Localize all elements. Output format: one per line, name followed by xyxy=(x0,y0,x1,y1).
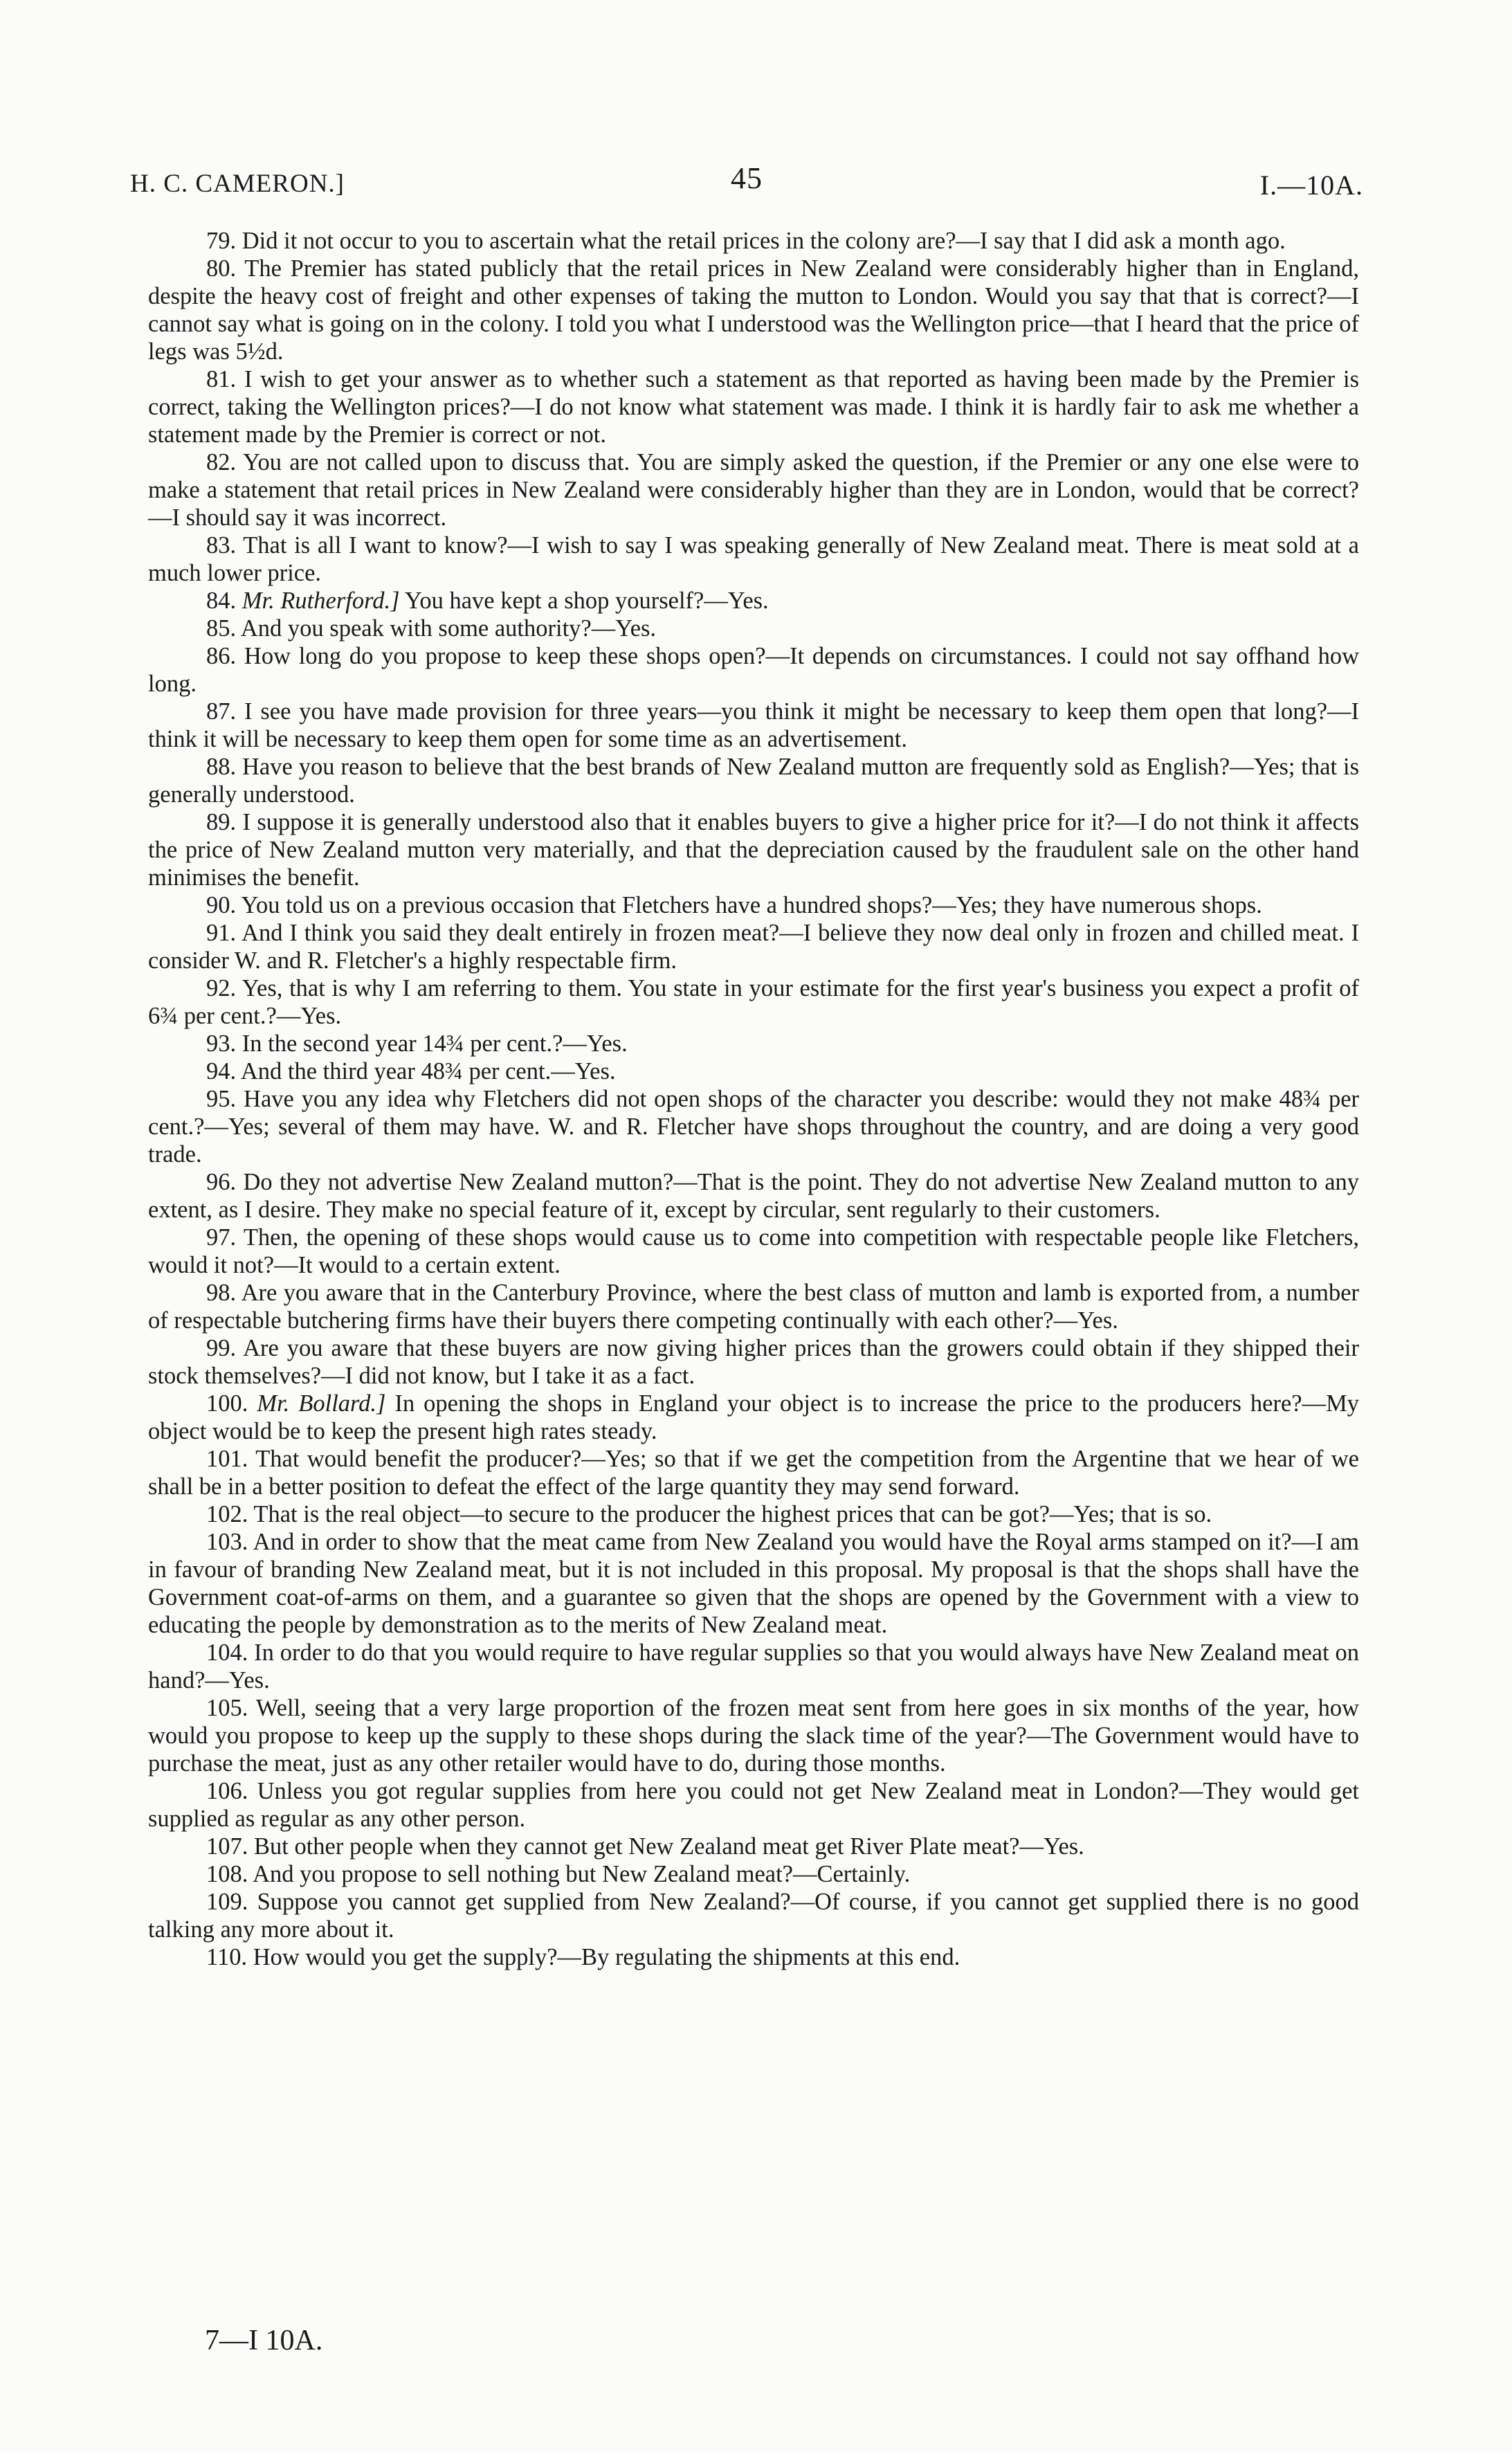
question-number: 80. xyxy=(206,255,237,282)
question-answer-text: And you propose to sell nothing but New Zealand meat?—Certainly. xyxy=(253,1861,911,1887)
question-answer-item xyxy=(148,1085,1359,1168)
question-number: 96. xyxy=(206,1169,237,1195)
question-answer-item xyxy=(148,642,1359,698)
question-number: 108. xyxy=(206,1861,248,1887)
question-answer-text: Then, the opening of these shops would cause us to come into competition with respectable people like Fletchers, would it not?—It would to a certain extent. xyxy=(148,1224,1359,1278)
question-answer-text: But other people when they cannot get New Zealand meat get River Plate meat?—Yes. xyxy=(254,1833,1084,1860)
question-number: 97. xyxy=(206,1224,237,1251)
question-answer-text: In the second year 14¾ per cent.?—Yes. xyxy=(242,1030,628,1057)
question-answer-text: Yes, that is why I am referring to them. You state in your estimate for the first year's business you expect a profit of 6¾ per cent.?—Yes. xyxy=(148,975,1359,1029)
page-number: 45 xyxy=(731,161,763,195)
question-answer-item xyxy=(148,1777,1359,1833)
question-answer-text: And the third year 48¾ per cent.—Yes. xyxy=(240,1058,616,1084)
question-answer-item xyxy=(148,1057,1359,1085)
speaker-name: Mr. Bollard.] xyxy=(257,1390,386,1417)
question-number: 106. xyxy=(206,1778,248,1804)
question-number: 89. xyxy=(206,809,237,835)
question-answer-item xyxy=(148,974,1359,1030)
question-number: 94. xyxy=(206,1058,237,1084)
question-answer-item xyxy=(148,1390,1359,1445)
question-answer-text: Did it not occur to you to ascertain what the retail prices in the colony are?—I say that I did ask a month ago. xyxy=(242,228,1286,254)
question-answer-text: I wish to get your answer as to whether such a statement as that reported as having been made by the Premier is correct, taking the Wellington prices?—I do not know what statement was made. I think it is hardly fair to ask me whether a statement made by the Premier is correct or not. xyxy=(148,366,1360,448)
question-number: 104. xyxy=(206,1640,248,1666)
question-answer-item xyxy=(148,1224,1359,1279)
question-answer-text: How long do you propose to keep these shops open?—It depends on circumstances. I could not say offhand how long. xyxy=(148,643,1360,697)
question-answer-text: Suppose you cannot get supplied from New Zealand?—Of course, if you cannot get supplied there is no good talking any more about it. xyxy=(148,1889,1359,1943)
question-answer-text: You are not called upon to discuss that. You are simply asked the question, if the Premier or any one else were to make a statement that retail prices in New Zealand were considerably higher than they are in London, would that be correct?—I should say it was incorrect. xyxy=(148,449,1359,531)
question-answer-text: That is all I want to know?—I wish to say I was speaking generally of New Zealand meat. There is meat sold at a much lower price. xyxy=(148,532,1359,586)
question-answer-item xyxy=(148,255,1359,365)
question-number: 81. xyxy=(206,366,237,392)
question-answer-text: I suppose it is generally understood also that it enables buyers to give a higher price for it?—I do not think it affects the price of New Zealand mutton very materially, and that the depreciation caused by the fraudulent sale on the other hand minimises the benefit. xyxy=(148,809,1359,891)
question-answer-text: Do they not advertise New Zealand mutton?—That is the point. They do not advertise New Zealand mutton to any extent, as I desire. They make no special feature of it, except by circular, sent regularly to their customers. xyxy=(148,1169,1360,1223)
question-answer-item xyxy=(148,1694,1359,1777)
question-number: 98. xyxy=(206,1280,237,1306)
question-answer-item xyxy=(148,1445,1359,1500)
question-number: 93. xyxy=(206,1030,237,1057)
question-number: 109. xyxy=(206,1889,248,1915)
question-answer-item xyxy=(148,919,1359,974)
question-answer-item xyxy=(148,227,1359,255)
question-number: 82. xyxy=(206,449,237,475)
question-number: 84. xyxy=(206,588,237,614)
question-number: 85. xyxy=(206,615,237,642)
question-number: 90. xyxy=(206,892,237,918)
question-answer-item xyxy=(148,753,1359,808)
question-answer-item xyxy=(148,1334,1359,1390)
question-answer-text: In order to do that you would require to have regular supplies so that you would always have New Zealand meat on hand?—Yes. xyxy=(148,1640,1359,1693)
question-answer-text: I see you have made provision for three years—you think it might be necessary to keep them open that long?—I think it will be necessary to keep them open for some time as an advertisement. xyxy=(148,698,1360,752)
question-number: 87. xyxy=(206,698,237,725)
printer-signature-mark: 7—I 10A. xyxy=(205,2325,323,2356)
question-answer-text: You have kept a shop yourself?—Yes. xyxy=(404,588,769,614)
question-answer-item xyxy=(148,1639,1359,1694)
question-answer-item xyxy=(148,587,1359,615)
question-answer-item xyxy=(148,1860,1359,1888)
paper-reference: I.—10A. xyxy=(1259,170,1363,201)
question-number: 91. xyxy=(206,920,237,946)
question-answer-item xyxy=(148,891,1359,919)
question-number: 83. xyxy=(206,532,237,558)
question-number: 95. xyxy=(206,1086,237,1112)
question-answer-item xyxy=(148,365,1359,448)
question-answer-text: You told us on a previous occasion that Fletchers have a hundred shops?—Yes; they have numerous shops. xyxy=(241,892,1262,918)
question-answer-text: Have you any idea why Fletchers did not open shops of the character you describe: would they not make 48¾ per cent.?—Yes; several of them may have. W. and R. Fletcher have shops throughout the country, and are doing a very good trade. xyxy=(148,1086,1359,1168)
question-number: 102. xyxy=(206,1501,248,1527)
question-answer-text: Well, seeing that a very large proportion of the frozen meat sent from here goes in six months of the year, how would you propose to keep up the supply to these shops during the slack time of the year?—The Government would have to purchase the meat, just as any other retailer would have to do, during those months. xyxy=(148,1695,1359,1777)
question-answer-item xyxy=(148,1030,1359,1057)
evidence-body xyxy=(148,227,1359,1971)
question-answer-text: Are you aware that in the Canterbury Province, where the best class of mutton and lamb is exported from, a number of respectable butchering firms have their buyers there competing continually with each other?—Yes. xyxy=(148,1280,1359,1334)
question-number: 103. xyxy=(206,1529,248,1555)
question-answer-text: Are you aware that these buyers are now giving higher prices than the growers could obtain if they shipped their stock themselves?—I did not know, but I take it as a fact. xyxy=(148,1335,1359,1389)
question-number: 88. xyxy=(206,754,237,780)
question-number: 79. xyxy=(206,228,237,254)
question-answer-text: That is the real object—to secure to the producer the highest prices that can be got?—Yes; that is so. xyxy=(253,1501,1212,1527)
question-number: 101. xyxy=(206,1446,248,1472)
question-answer-item xyxy=(148,1500,1359,1528)
question-answer-item xyxy=(148,1168,1359,1224)
speaker-name: Mr. Rutherford.] xyxy=(242,588,400,614)
question-answer-text: How would you get the supply?—By regulating the shipments at this end. xyxy=(253,1944,960,1970)
question-answer-text: And you speak with some authority?—Yes. xyxy=(240,615,657,642)
running-header xyxy=(130,161,1363,202)
question-answer-text: Have you reason to believe that the best brands of New Zealand mutton are frequently sold as English?—Yes; that is generally understood. xyxy=(148,754,1359,808)
question-answer-text: The Premier has stated publicly that the retail prices in New Zealand were considerably higher than in England, despite the heavy cost of freight and other expenses of taking the mutton to London. Would you say that that is correct?—I cannot say what is going on in the colony. I told you what I understood was the Wellington price—that I heard that the price of legs was 5½d. xyxy=(148,255,1359,365)
question-answer-item xyxy=(148,448,1359,532)
question-number: 86. xyxy=(206,643,237,669)
question-answer-text: In opening the shops in England your object is to increase the price to the producers here?—My object would be to keep the present high rates steady. xyxy=(148,1390,1359,1444)
question-number: 105. xyxy=(206,1695,248,1721)
question-answer-item xyxy=(148,698,1359,753)
question-answer-item xyxy=(148,532,1359,587)
question-answer-item xyxy=(148,808,1359,891)
question-number: 92. xyxy=(206,975,237,1001)
question-answer-text: That would benefit the producer?—Yes; so that if we get the competition from the Argentine that we hear of we shall be in a better position to defeat the effect of the large quantity they may send forward. xyxy=(148,1446,1359,1500)
question-answer-item xyxy=(148,1279,1359,1334)
question-answer-item xyxy=(148,1943,1359,1971)
question-answer-item xyxy=(148,1833,1359,1860)
question-answer-item xyxy=(148,615,1359,642)
question-answer-text: And in order to show that the meat came from New Zealand you would have the Royal arms stamped on it?—I am in favour of branding New Zealand meat, but it is not included in this proposal. My proposal is that the shops shall have the Government coat-of-arms on them, and a guarantee so given that the shops are opened by the Government with a view to educating the people by demonstration as to the merits of New Zealand meat. xyxy=(148,1529,1359,1638)
question-number: 110. xyxy=(206,1944,248,1970)
question-answer-text: Unless you got regular supplies from here you could not get New Zealand meat in London?—They would get supplied as regular as any other person. xyxy=(148,1778,1360,1832)
question-number: 107. xyxy=(206,1833,248,1860)
question-answer-item xyxy=(148,1888,1359,1943)
question-answer-text: And I think you said they dealt entirely in frozen meat?—I believe they now deal only in frozen and chilled meat. I consider W. and R. Fletcher's a highly respectable firm. xyxy=(148,920,1359,974)
header-witness-name: H. C. CAMERON.] xyxy=(130,170,345,198)
question-number: 99. xyxy=(206,1335,237,1361)
question-answer-item xyxy=(148,1528,1359,1639)
question-number: 100. xyxy=(206,1390,248,1417)
